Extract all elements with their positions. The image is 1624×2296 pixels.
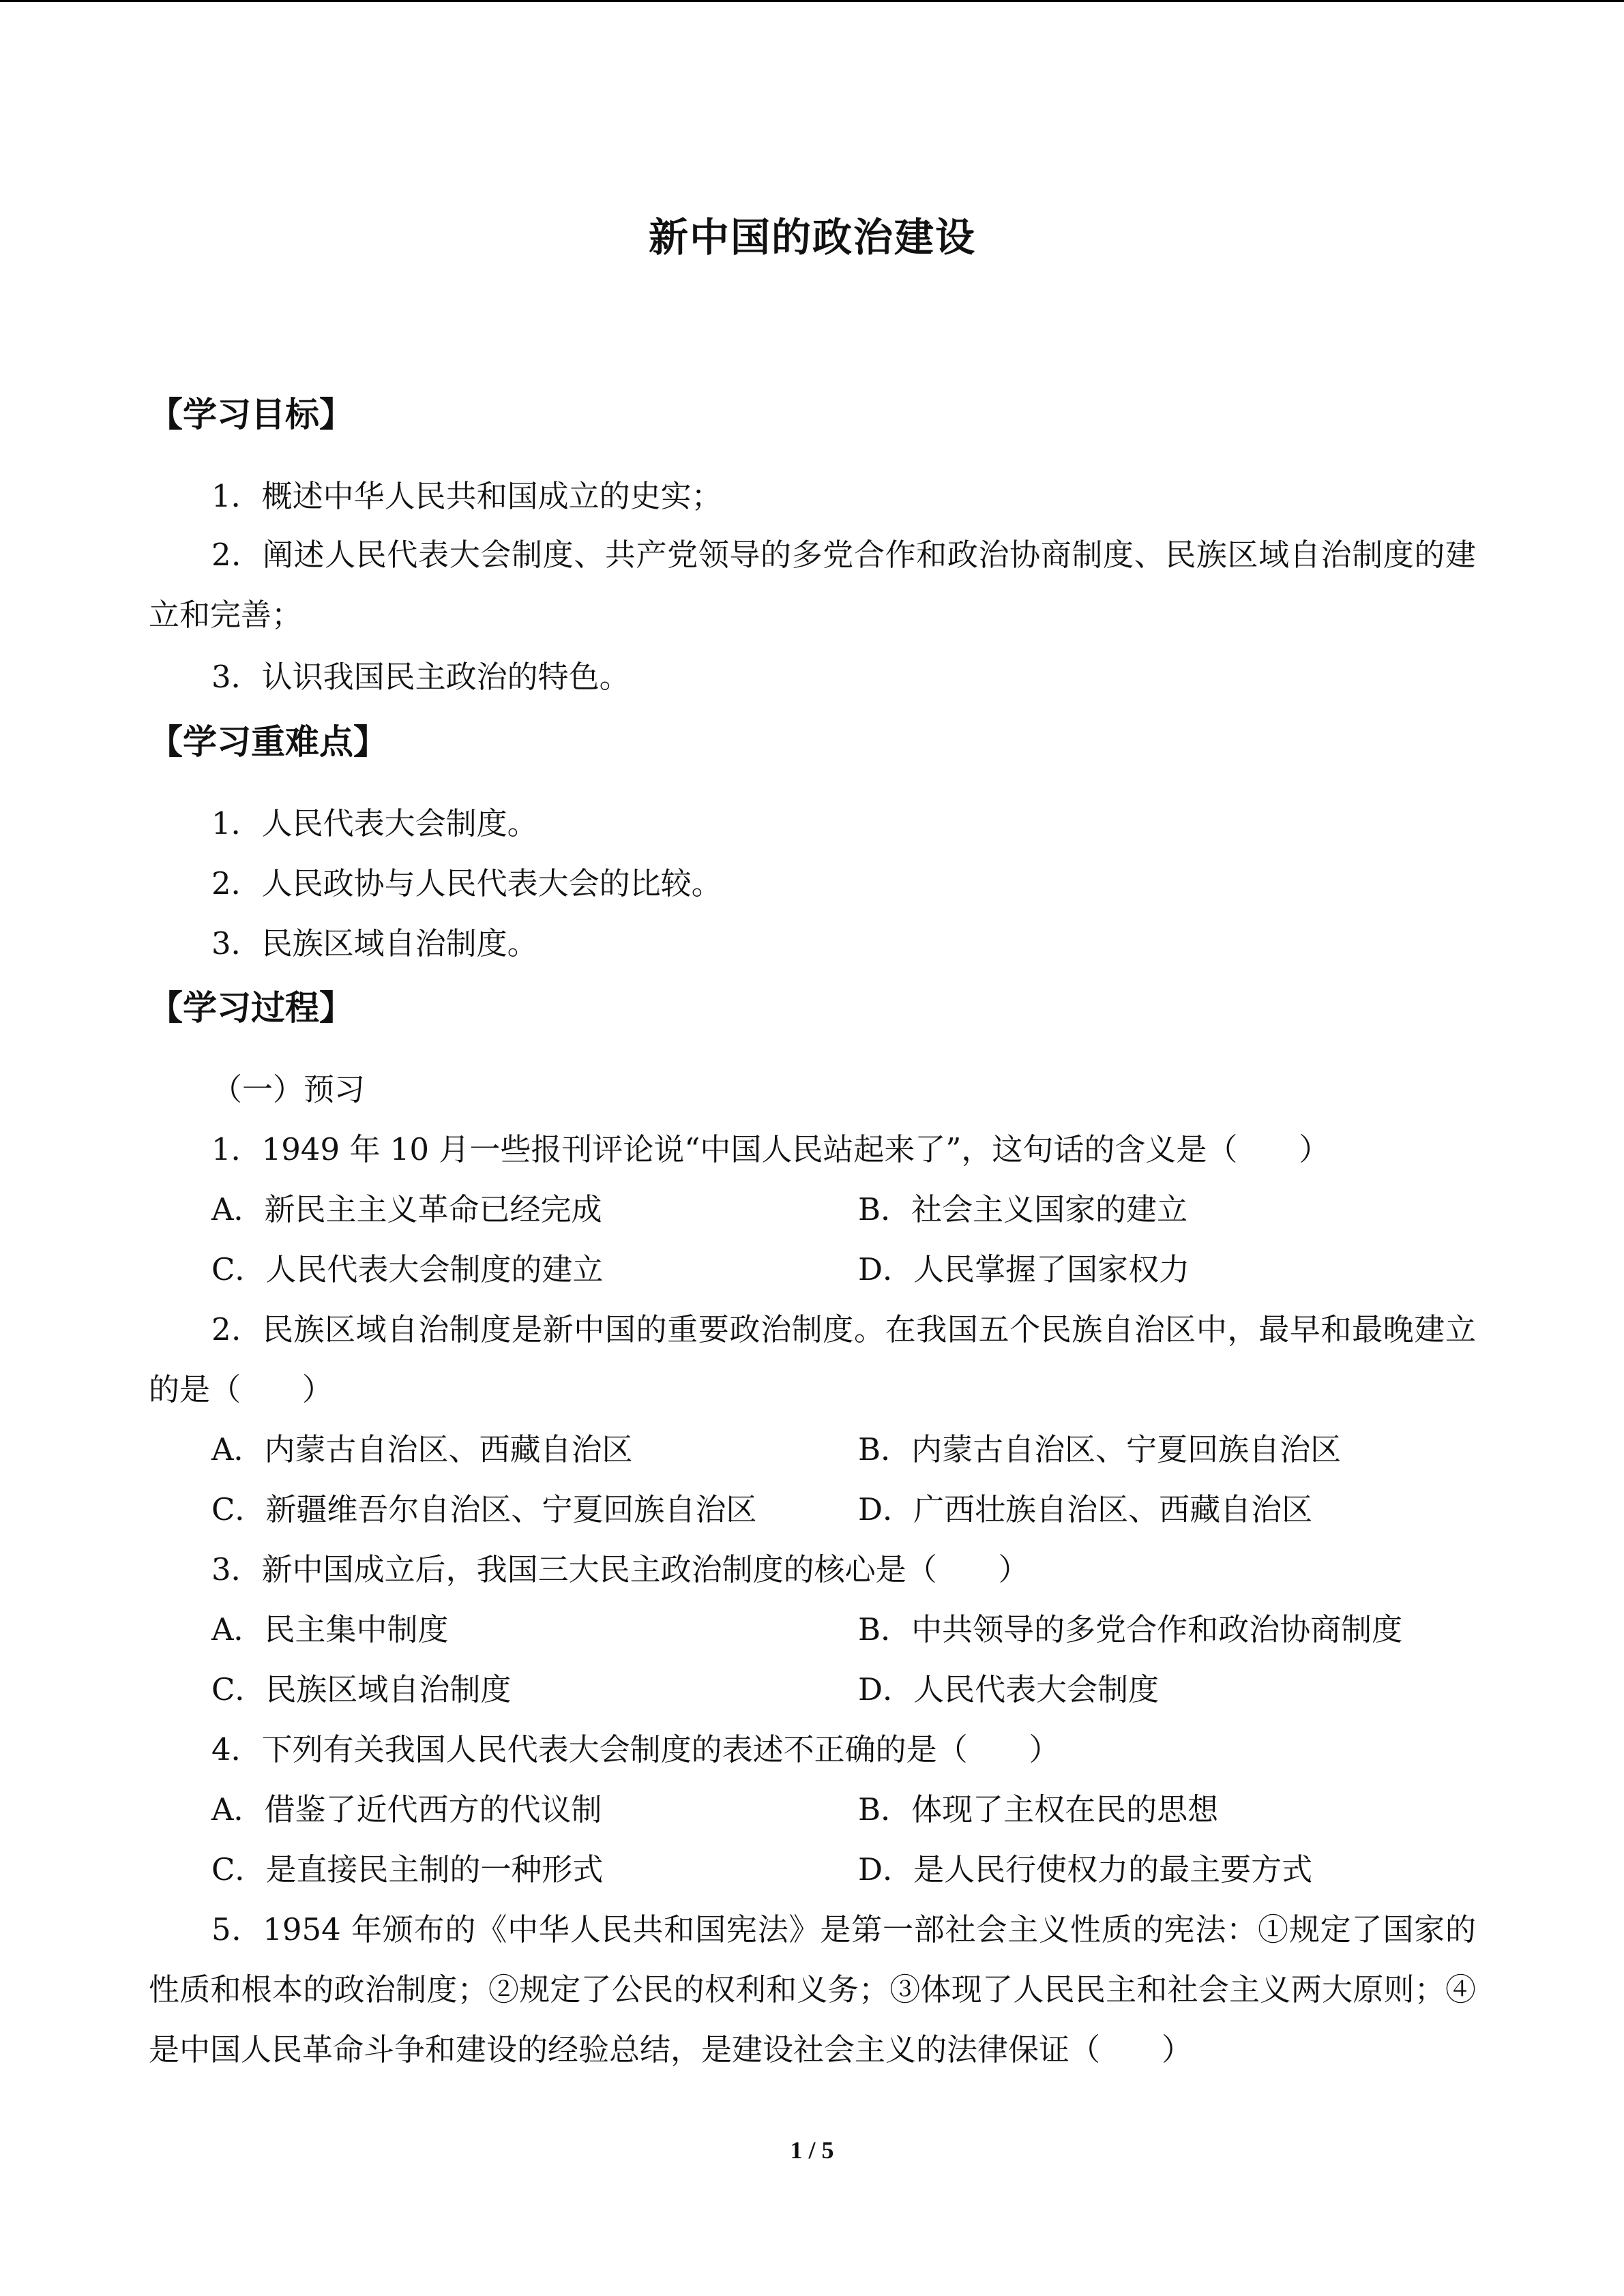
key-point-item-2: 2．人民政协与人民代表大会的比较。 (211, 865, 722, 901)
question-2-option-a: A．内蒙古自治区、西藏自治区 (211, 1431, 633, 1467)
goal-item-1: 1．概述中华人民共和国成立的史实； (211, 478, 722, 514)
question-1-option-a: A．新民主主义革命已经完成 (211, 1191, 602, 1227)
question-4-option-a: A．借鉴了近代西方的代议制 (211, 1791, 602, 1828)
question-2-option-b: B．内蒙古自治区、宁夏回族自治区 (858, 1431, 1342, 1467)
question-5-stem: 5．1954 年颁布的《中华人民共和国宪法》是第一部社会主义性质的宪法：①规定了国家的性质和根本的政治制度；②规定了公民的权利和义务；③体现了人民民主和社会主义两大原则；④是中国人民革命斗争和建设的经验总结，是建设社会主义的法律保证（ ） (149, 1911, 1476, 2068)
page-title: 新中国的政治建设 (648, 214, 976, 260)
question-4-option-b: B．体现了主权在民的思想 (858, 1791, 1219, 1828)
section-heading-goals: 【学习目标】 (149, 395, 353, 434)
question-1-option-b: B．社会主义国家的建立 (858, 1191, 1188, 1227)
question-2-option-d: D．广西壮族自治区、西藏自治区 (858, 1491, 1313, 1527)
section-heading-key-points: 【学习重难点】 (149, 722, 387, 762)
question-4-option-c: C．是直接民主制的一种形式 (211, 1851, 604, 1888)
question-3-option-d: D．人民代表大会制度 (858, 1671, 1160, 1708)
question-4-stem: 4．下列有关我国人民代表大会制度的表述不正确的是（ ） (211, 1731, 1060, 1768)
question-2-stem: 2．民族区域自治制度是新中国的重要政治制度。在我国五个民族自治区中，最早和最晚建立的是（ ） (149, 1311, 1476, 1407)
question-1-option-d: D．人民掌握了国家权力 (858, 1251, 1190, 1287)
question-2-option-c: C．新疆维吾尔自治区、宁夏回族自治区 (211, 1491, 757, 1527)
key-point-item-1: 1．人民代表大会制度。 (211, 805, 538, 841)
question-4-option-d: D．是人民行使权力的最主要方式 (858, 1851, 1313, 1888)
section-heading-process: 【学习过程】 (149, 988, 353, 1028)
page-number: 1 / 5 (790, 2136, 834, 2164)
goal-item-2: 2．阐述人民代表大会制度、共产党领导的多党合作和政治协商制度、民族区域自治制度的建立和完善； (149, 537, 1476, 633)
question-3-option-b: B．中共领导的多党合作和政治协商制度 (858, 1611, 1403, 1648)
key-point-item-3: 3．民族区域自治制度。 (211, 925, 538, 961)
question-3-option-a: A．民主集中制度 (211, 1611, 449, 1648)
subsection-preview: （一）预习 (211, 1071, 366, 1107)
question-3-stem: 3．新中国成立后，我国三大民主政治制度的核心是（ ） (211, 1551, 1029, 1587)
question-1-option-c: C．人民代表大会制度的建立 (211, 1251, 604, 1287)
question-3-option-c: C．民族区域自治制度 (211, 1671, 512, 1708)
question-1-stem: 1．1949 年 10 月一些报刊评论说“中国人民站起来了”，这句话的含义是（ ） (211, 1131, 1330, 1167)
goal-item-3: 3．认识我国民主政治的特色。 (211, 659, 630, 695)
